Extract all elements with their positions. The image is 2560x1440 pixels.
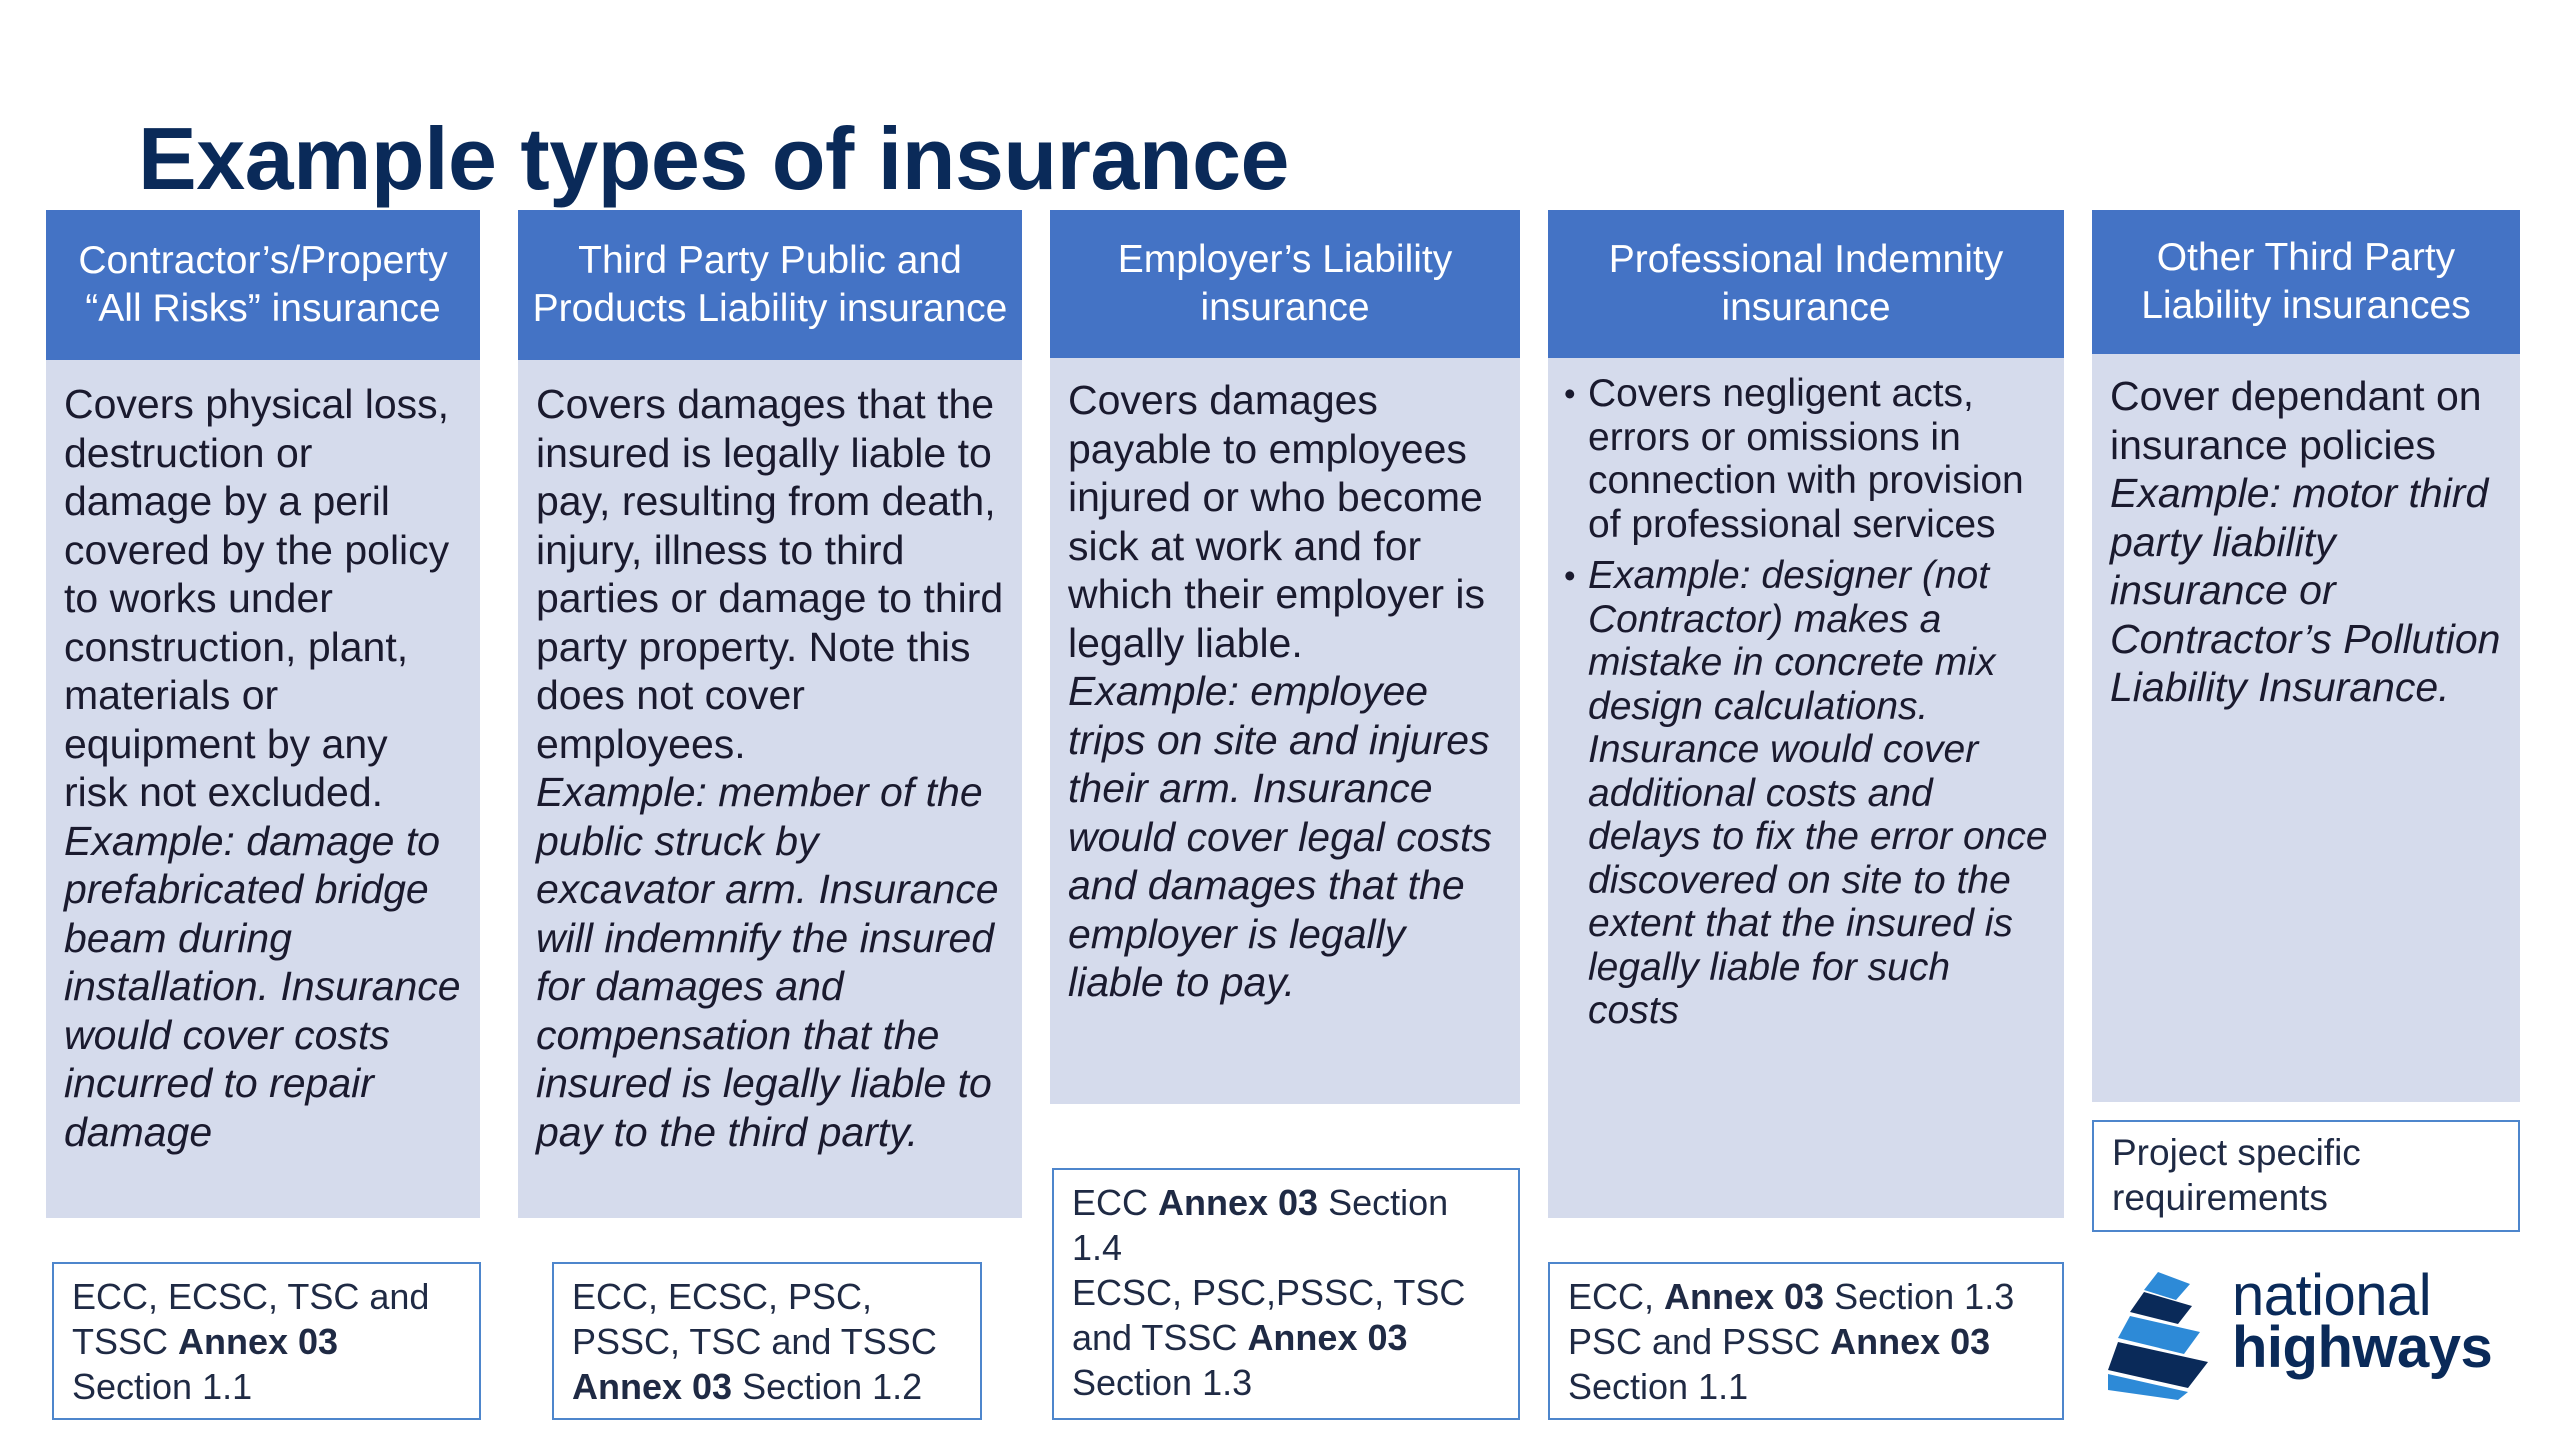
- col4-bullet-example: • Example: designer (not Contractor) makes a mistake in concrete mix design calculations. Insurance would cover additional costs and delays to fix the error once discovered on site to the extent that the insured is legally liable for such costs: [1564, 554, 2048, 1033]
- logo-wordmark: [2232, 1263, 2493, 1380]
- reference-run: ECC, ECSC, PSC, PSSC, TSC and TSSC: [572, 1276, 937, 1362]
- col2-header: [518, 210, 1022, 360]
- col5-reference: [2092, 1120, 2520, 1232]
- col5-header: [2092, 210, 2520, 354]
- reference-run: Section 1.3: [1072, 1362, 1253, 1403]
- col5-body: [2092, 354, 2520, 1102]
- col5-description: Cover dependant on insurance policies: [2110, 373, 2482, 468]
- reference-run: Section 1.2: [732, 1366, 923, 1407]
- reference-run: ECC: [1072, 1182, 1159, 1223]
- col4-header-text: Professional Indemnity insurance: [1608, 238, 2004, 329]
- reference-run: Section 1.1: [72, 1366, 253, 1407]
- reference-run: ECC,: [1568, 1276, 1665, 1317]
- page-title: Example types of insurance: [138, 109, 1289, 208]
- col3-description: Covers damages payable to employees injured or who become sick at work and for which their employer is legally liable.: [1068, 377, 1485, 666]
- col4-reference: [1548, 1262, 2064, 1420]
- col5-example: Example: motor third party liability insurance or Contractor’s Pollution Liability Insurance.: [2110, 470, 2501, 710]
- col2-reference: [552, 1262, 982, 1420]
- national-highways-logo: [2108, 1263, 2508, 1400]
- reference-run: ECC, ECSC, TSC and TSSC: [72, 1276, 430, 1362]
- col5-header-text: Other Third Party Liability insurances: [2141, 236, 2471, 327]
- logo-mark-icon: [2108, 1270, 2226, 1400]
- col1-body: [46, 360, 480, 1218]
- col3-body: [1050, 358, 1520, 1104]
- col2-body: [518, 360, 1022, 1218]
- reference-run: PSC and PSSC: [1568, 1321, 1831, 1362]
- col3-reference: [1052, 1168, 1520, 1420]
- col4-header: [1548, 210, 2064, 358]
- reference-bold-run: Annex 03: [1158, 1182, 1319, 1223]
- reference-bold-run: Annex 03: [572, 1366, 733, 1407]
- reference-run: Section 1.4: [1072, 1182, 1449, 1268]
- reference-run: Section 1.1: [1568, 1366, 1749, 1407]
- logo-line2: highways: [2232, 1315, 2493, 1380]
- col1-reference: [52, 1262, 481, 1420]
- col1-header: [46, 210, 480, 360]
- col1-example: Example: damage to prefabricated bridge beam during installation. Insurance would cover costs incurred to repair damage: [64, 817, 461, 1155]
- reference-run: ECSC, PSC,PSSC, TSC and TSSC: [1072, 1272, 1466, 1358]
- col3-header: [1050, 210, 1520, 358]
- col4-bullet-description: • Covers negligent acts, errors or omissions in connection with provision of professional services: [1564, 372, 2048, 546]
- reference-bold-run: Annex 03: [1664, 1276, 1825, 1317]
- col3-example: Example: employee trips on site and injures their arm. Insurance would cover legal costs and damages that the employer is legally liable to pay.: [1068, 668, 1492, 1005]
- reference-run: Section 1.3: [1824, 1276, 2015, 1317]
- col5-reference-text: Project specific requirements: [2112, 1132, 2361, 1218]
- col2-header-text: Third Party Public and Products Liability insurance: [532, 239, 1008, 330]
- col2-example: Example: member of the public struck by excavator arm. Insurance will indemnify the insured for damages and compensation that the insured is legally liable to pay to the third party.: [536, 769, 999, 1155]
- col1-header-text: Contractor’s/Property “All Risks” insurance: [78, 239, 448, 330]
- reference-bold-run: Annex 03: [1247, 1317, 1408, 1358]
- reference-bold-run: Annex 03: [1830, 1321, 1991, 1362]
- logo-line1: national: [2232, 1263, 2432, 1328]
- reference-bold-run: Annex 03: [178, 1321, 339, 1362]
- col2-description: Covers damages that the insured is legally liable to pay, resulting from death, injury, illness to third parties or damage to third party property. Note this does not cover employees.: [536, 381, 1004, 767]
- col3-header-text: Employer’s Liability insurance: [1117, 238, 1453, 329]
- col1-description: Covers physical loss, destruction or damage by a peril covered by the policy to works under construction, plant, materials or equipment by any risk not excluded.: [64, 381, 450, 815]
- col4-body: [1548, 358, 2064, 1218]
